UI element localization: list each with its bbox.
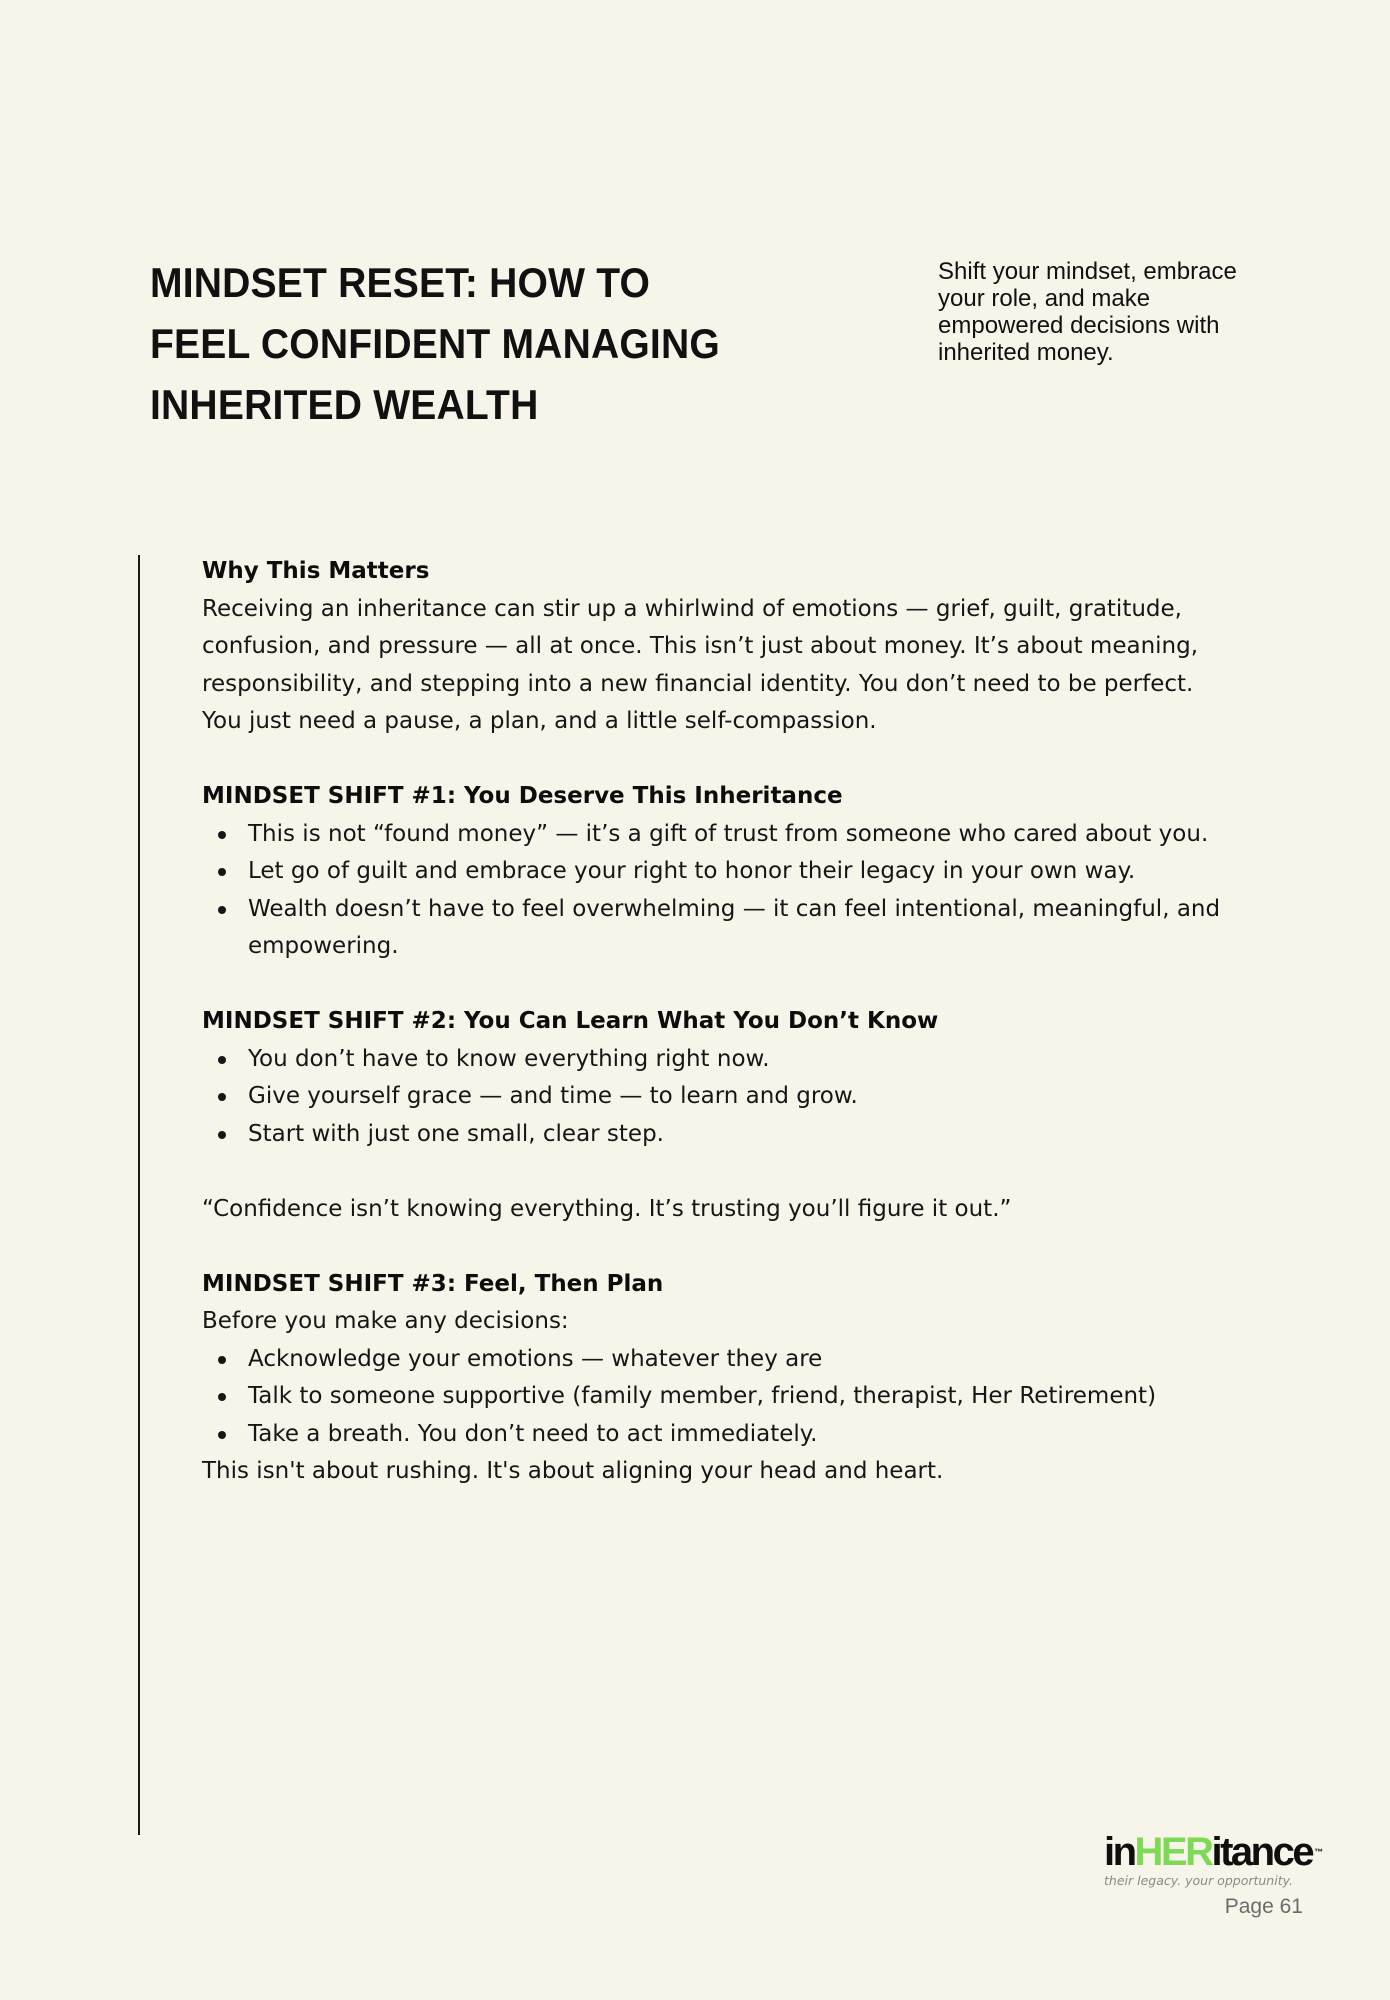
shift3-intro: Before you make any decisions: (202, 1308, 569, 1334)
logo-tagline: their legacy. your opportunity. (1104, 1873, 1294, 1888)
shift2-section (202, 1003, 1222, 1153)
list-item: Wealth doesn’t have to feel overwhelming — it can feel intentional, meaningful, and empowering. (202, 891, 1222, 966)
logo-prefix: in (1104, 1830, 1135, 1874)
shift3-outro: This isn't about rushing. It's about aligning your head and heart. (202, 1458, 944, 1484)
shift3-heading: MINDSET SHIFT #3: Feel, Then Plan (202, 1270, 664, 1297)
shift2-heading: MINDSET SHIFT #2: You Can Learn What You Don’t Know (202, 1008, 939, 1034)
list-item: Take a breath. You don’t need to act immediately. (202, 1416, 1222, 1454)
logo-highlight: HER (1134, 1830, 1212, 1874)
vertical-divider (138, 555, 140, 1835)
list-item: Start with just one small, clear step. (202, 1116, 1222, 1154)
page-subtitle: Shift your mindset, embrace your role, and make empowered decisions with inherited money. (938, 258, 1237, 366)
page-number: Page 61 (1224, 1895, 1303, 1918)
shift3-list (202, 1341, 1222, 1454)
inheritance-logo (1104, 1830, 1324, 1888)
list-item: Let go of guilt and embrace your right to honor their legacy in your own way. (202, 853, 1222, 891)
why-heading: Why This Matters (202, 558, 430, 584)
quote-section (202, 1191, 1222, 1229)
logo-wordmark (1104, 1830, 1324, 1874)
logo-trademark: ™ (1314, 1847, 1324, 1857)
list-item: This is not “found money” — it’s a gift of trust from someone who cared about you. (202, 816, 1222, 854)
shift3-section (202, 1266, 1222, 1491)
shift2-list (202, 1041, 1222, 1154)
quote-text: “Confidence isn’t knowing everything. It’s trusting you’ll figure it out.” (202, 1195, 1012, 1222)
list-item: Talk to someone supportive (family member, friend, therapist, Her Retirement) (202, 1378, 1222, 1416)
logo-suffix: itance (1211, 1830, 1313, 1874)
page-title: MINDSET RESET: HOW TO FEEL CONFIDENT MANAGING INHERITED WEALTH (150, 259, 720, 428)
shift1-section (202, 778, 1222, 966)
shift1-heading: MINDSET SHIFT #1: You Deserve This Inheritance (202, 783, 843, 809)
why-section (202, 553, 1222, 741)
list-item: You don’t have to know everything right now. (202, 1041, 1222, 1079)
list-item: Give yourself grace — and time — to learn and grow. (202, 1078, 1222, 1116)
list-item: Acknowledge your emotions — whatever they are (202, 1341, 1222, 1379)
shift1-list (202, 816, 1222, 966)
why-body: Receiving an inheritance can stir up a whirlwind of emotions — grief, guilt, gratitude, confusion, and pressure — all at once. This isn’t just about money. It’s about meaning, responsibility, and stepping into a new financial identity. You don’t need to be perfect. You just need a pause, a plan, and a little self-compassion. (202, 595, 1199, 734)
main-content (202, 553, 1222, 1528)
